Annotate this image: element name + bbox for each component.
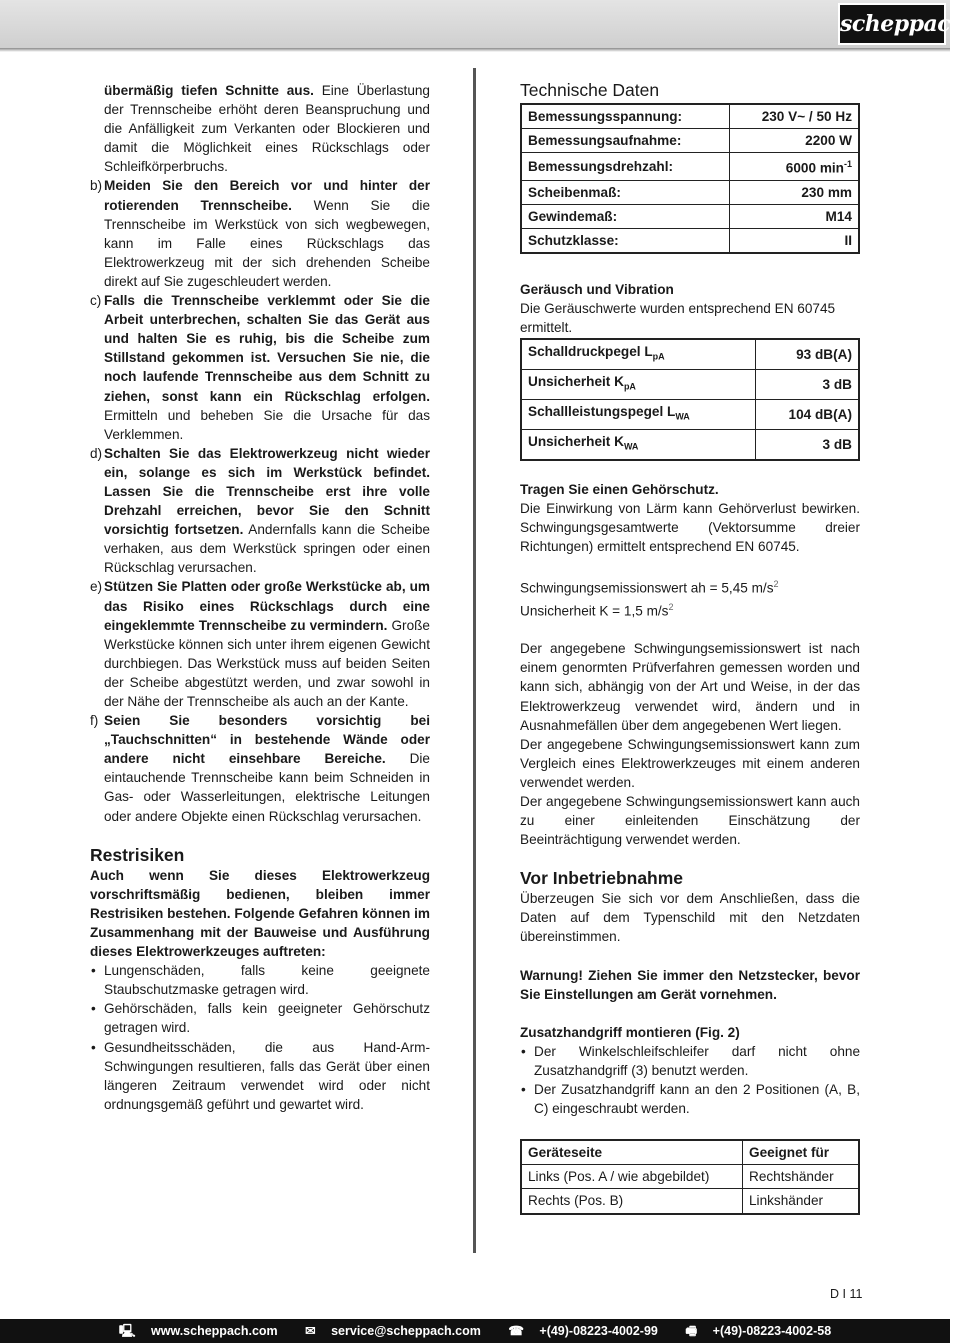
vibration-uncertainty [520, 598, 860, 621]
list-item [90, 444, 430, 578]
tech-table [520, 103, 860, 254]
intro-paragraph [90, 81, 430, 176]
item-bold: Stützen Sie Platten oder große Werkstücke ab, um das Risiko eines Rückschlags durch eine eingeklemmte Trennscheibe zu vermindern. [104, 579, 430, 633]
noise-value: 3 dB [756, 429, 859, 459]
item-marker: c) [90, 293, 102, 309]
table-row [521, 180, 859, 204]
noise-label-text: Unsicherheit K [528, 374, 624, 390]
table-cell: Linkshänder [743, 1189, 860, 1214]
noise-value: 3 dB [756, 370, 859, 400]
vibration-value-text: Schwingungsemissionswert ah = 5,45 m/s [520, 580, 774, 596]
item-marker: b) [90, 178, 103, 194]
side-table [520, 1139, 860, 1214]
item-text: Die eintauchende Trennscheibe kann beim Schneiden in Gas- oder Wasserleitungen, elektrische Leitungen oder andere Objekte einen Rückschlag verursachen. [104, 751, 430, 824]
spec-sup: -1 [843, 159, 852, 170]
restrisiken-heading: Restrisiken [90, 844, 185, 865]
footer-fax-text: +(49)-08223-4002-58 [712, 1324, 832, 1338]
noise-label [521, 370, 756, 400]
spec-value: 230 mm [730, 180, 859, 204]
table-row [521, 400, 859, 430]
table-cell: Rechtshänder [743, 1165, 860, 1189]
spec-value: II [730, 229, 859, 254]
item-bold: Seien Sie besonders vorsichtig bei „Tauchschnitten“ in bestehende Wände oder andere nicht einsehbare Bereiche. [104, 713, 430, 767]
hearing-heading: Tragen Sie einen Gehörschutz. [520, 481, 719, 497]
noise-label-text: Schallleistungspegel L [528, 404, 676, 419]
table-row [521, 1189, 859, 1214]
list-item: • Gehörschäden, falls kein geeigneter Gehörschutz getragen wird. [90, 999, 430, 1037]
vibration-sup: 2 [668, 601, 674, 612]
spec-value [730, 153, 859, 181]
list-item [90, 176, 430, 291]
vibration-paragraph-2: Der angegebene Schwingungsemissionswert kann zum Vergleich eines Elektrowerkzeuges mit einem anderen verwendet werden. [520, 736, 860, 790]
startup-heading: Vor Inbetriebnahme [520, 868, 684, 889]
noise-table [520, 338, 860, 460]
noise-value: 93 dB(A) [756, 339, 859, 369]
spec-label: Bemessungsspannung: [521, 104, 730, 129]
intro-bold: übermäßig tiefen Schnitte aus. [104, 83, 314, 98]
table-header-cell: Geräteseite [521, 1140, 743, 1165]
item-marker: d) [90, 445, 103, 461]
hearing-text: Die Einwirkung von Lärm kann Gehörverlust bewirken. Schwingungsgesamtwerte (Vektorsumme dreier Richtungen) ermittelt entsprechend EN 60745. [520, 500, 860, 554]
list-item [90, 711, 430, 826]
footer-web-text: www.scheppach.com [151, 1324, 278, 1338]
vibration-sup: 2 [773, 579, 779, 589]
list-item: • Gesundheitsschäden, die aus Hand-Arm- Schwingungen resultieren, falls das Gerät über einen längeren Zeitraum verwendet wird oder nicht ordnungsgemäß geführt und gewartet wird. [90, 1038, 430, 1114]
noise-label [521, 429, 756, 459]
footer-phone [502, 1324, 664, 1338]
item-text: Ermitteln und beheben Sie die Ursache für das Verklemmen. [104, 407, 430, 442]
table-header-cell: Geeignet für [743, 1140, 860, 1165]
list-item [90, 577, 430, 711]
footer-email-text: service@scheppach.com [331, 1324, 481, 1338]
item-bold: Meiden Sie den Bereich vor und hinter der rotierenden Trennscheibe. [104, 178, 430, 213]
footer-email[interactable] [299, 1324, 487, 1338]
noise-sub: WA [623, 441, 639, 452]
brand-logo-text: scheppach [840, 11, 966, 37]
item-marker: e) [90, 579, 103, 595]
spec-label: Bemessungsdrehzahl: [521, 153, 730, 181]
list-item: • Der Winkelschleifschleifer darf nicht ohne Zusatzhandgriff (3) benutzt werden. [520, 1042, 860, 1080]
fax-icon: 🖷 [685, 1324, 701, 1338]
item-text: Wenn Sie die Trennscheibe im Werkstück von sich wegbewegen, kann im Falle eines Rückschlags das Elektrowerkzeug mit der sich drehenden Scheibe direkt auf Sie zugeschleudert werden. [104, 197, 431, 289]
item-bold: Schalten Sie das Elektrowerkzeug nicht wieder ein, solange es sich im Werkstück befindet. Lassen Sie die Trennscheibe erst ihre volle Drehzahl erreichen, bevor Sie den Schnitt vorsichtig fortsetzen. [104, 445, 430, 538]
spec-value: 2200 W [730, 129, 859, 153]
vibration-value [520, 575, 860, 598]
warning-text: Warnung! Ziehen Sie immer den Netzstecker, bevor Sie Einstellungen am Gerät vornehmen. [520, 967, 860, 1002]
spec-value: M14 [730, 204, 859, 228]
mail-icon: ✉ [305, 1324, 320, 1338]
table-row [521, 153, 859, 181]
noise-heading: Geräusch und Vibration [520, 282, 674, 298]
page-footer [0, 1319, 950, 1343]
spec-label: Bemessungsaufnahme: [521, 129, 730, 153]
restrisiken-intro: Auch wenn Sie dieses Elektrowerkzeug vorschriftsmäßig bedienen, bleiben immer Restrisiken bestehen. Folgende Gefahren können im Zusammenhang mit der Bauweise und Ausführung dieses Elektrowerkzeuges auftreten: [90, 867, 430, 960]
noise-label [521, 339, 756, 369]
list-item: • Lungenschäden, falls keine geeignete Staubschutzmaske getragen wird. [90, 961, 430, 999]
page-number: D I 11 [830, 1287, 863, 1301]
grip-heading: Zusatzhandgriff montieren (Fig. 2) [520, 1024, 740, 1040]
left-column [90, 81, 430, 1114]
column-divider [473, 68, 476, 1253]
vibration-paragraph-3: Der angegebene Schwingungsemissionswert kann auch zu einer einleitenden Einschätzung der Beeinträchtigung verwendet werden. [520, 794, 860, 848]
noise-label-text: Schalldruckpegel L [528, 344, 653, 360]
table-row [521, 339, 859, 369]
table-row [521, 429, 859, 459]
phone-icon: ☎ [508, 1324, 528, 1338]
page-header [0, 0, 950, 48]
noise-sub: WA [675, 411, 690, 422]
noise-sub: pA [623, 381, 636, 392]
spec-value: 230 V~ / 50 Hz [730, 104, 859, 129]
vibration-paragraph-1: Der angegebene Schwingungsemissionswert ist nach einem genormten Prüfverfahren gemessen worden und kann sich, abhängig von der Art und Weise, in der das Elektrowerkzeug verwendet wird, ändern und in Ausnahmefällen über dem angegebenen Wert liegen. [520, 641, 860, 733]
item-bold: Falls die Trennscheibe verklemmt oder Sie die Arbeit unterbrechen, schalten Sie das Gerät aus und halten Sie es ruhig, bis die Scheibe zum Stillstand gekommen ist. Versuchen Sie nie, die noch laufende Trennscheibe aus dem Schnitt zu ziehen, sonst kann ein Rückschlag erfolgen. [104, 293, 430, 404]
list-item [90, 291, 430, 444]
noise-sub: pA [652, 352, 665, 363]
table-row [521, 370, 859, 400]
noise-text: Die Geräuschwerte wurden entsprechend EN 60745 ermittelt. [520, 301, 836, 336]
spec-label: Gewindemaß: [521, 204, 730, 228]
right-column [520, 79, 860, 1215]
startup-text: Überzeugen Sie sich vor dem Anschließen, dass die Daten auf dem Typenschild mit den Netzdaten übereinstimmen. [520, 891, 860, 945]
spec-label: Scheibenmaß: [521, 180, 730, 204]
table-row [521, 129, 859, 153]
spec-label: Schutzklasse: [521, 229, 730, 254]
table-row [521, 204, 859, 228]
footer-fax [679, 1324, 837, 1338]
header-shadow [0, 48, 950, 52]
noise-value: 104 dB(A) [756, 400, 859, 430]
vibration-uncertainty-text: Unsicherheit K = 1,5 m/s [520, 603, 669, 619]
brand-logo [838, 3, 966, 45]
footer-phone-text: +(49)-08223-4002-99 [539, 1324, 658, 1338]
item-text: Andernfalls kann die Scheibe verhaken, aus dem Werkstück springen oder einen Rückschlag verursachen. [104, 522, 430, 576]
table-header-row [521, 1140, 859, 1165]
table-row [521, 1165, 859, 1189]
table-row [521, 104, 859, 129]
tech-heading: Technische Daten [520, 80, 660, 100]
table-cell: Links (Pos. A / wie abgebildet) [521, 1165, 743, 1189]
list-item: • Der Zusatzhandgriff kann an den 2 Positionen (A, B, C) eingeschraubt werden. [520, 1080, 860, 1118]
spec-value-text: 6000 min [785, 160, 844, 176]
item-text: Große Werkstücke können sich unter ihrem eigenen Gewicht durchbiegen. Das Werkstück muss auf beiden Seiten der Scheibe abgestützt werden, und zwar sowohl in der Nähe der Trennscheibe als auch an der Kante. [104, 617, 430, 709]
intro-text: Eine Überlastung der Trennscheibe erhöht deren Beanspruchung und die Anfälligkeit zum Verkanten oder Blockieren und damit die Möglichkeit eines Rückschlags oder Schleifkörperbruchs. [104, 83, 430, 175]
table-cell: Rechts (Pos. B) [521, 1189, 743, 1214]
table-row [521, 229, 859, 254]
computer-icon: 🖳 [118, 1324, 139, 1338]
item-marker: f) [90, 713, 99, 729]
footer-web[interactable] [113, 1324, 284, 1338]
noise-label [521, 400, 756, 430]
noise-label-text: Unsicherheit K [528, 433, 624, 449]
